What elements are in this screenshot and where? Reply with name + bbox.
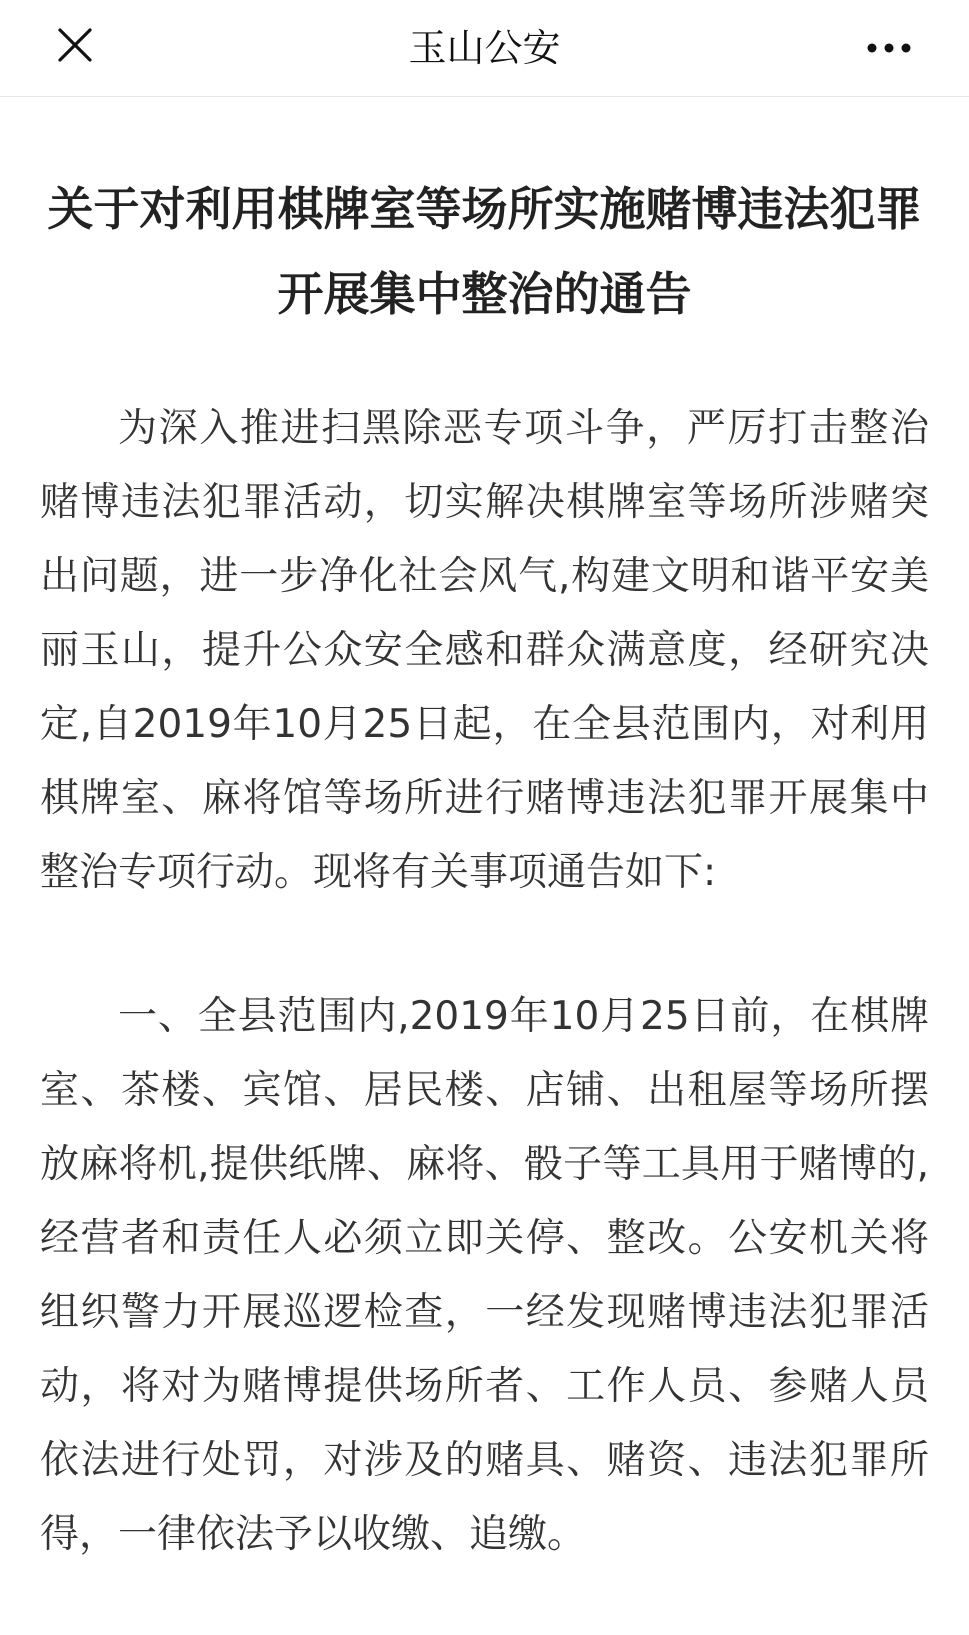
article [0,167,969,1572]
more-button[interactable] [859,22,919,72]
page-title: 玉山公安 [408,26,561,70]
article-paragraph: 一、全县范围内,2019年10月25日前，在棋牌室、茶楼、宾馆、居民楼、店铺、出租屋等场所摆放麻将机,提供纸牌、麻将、骰子等工具用于赌博的,经营者和责任人必须立即关停、整改。公安机关将组织警力开展巡逻检查，一经发现赌博违法犯罪活动，将对为赌博提供场所者、工作人员、参赌人员依法进行处罚，对涉及的赌具、赌资、违法犯罪所得，一律依法予以收缴、追缴。 [40,994,929,1557]
article-title: 关于对利用棋牌室等场所实施赌博违法犯罪开展集中整治的通告 [47,182,922,321]
article-paragraph: 为深入推进扫黑除恶专项斗争，严厉打击整治赌博违法犯罪活动，切实解决棋牌室等场所涉赌突出问题，进一步净化社会风气,构建文明和谐平安美丽玉山，提升公众安全感和群众满意度，经研究决定,自2019年10月25日起，在全县范围内，对利用棋牌室、麻将馆等场所进行赌博违法犯罪开展集中整治专项行动。现将有关事项通告如下: [40,406,929,895]
more-horizontal-icon [867,38,911,57]
top-navbar [0,0,969,97]
